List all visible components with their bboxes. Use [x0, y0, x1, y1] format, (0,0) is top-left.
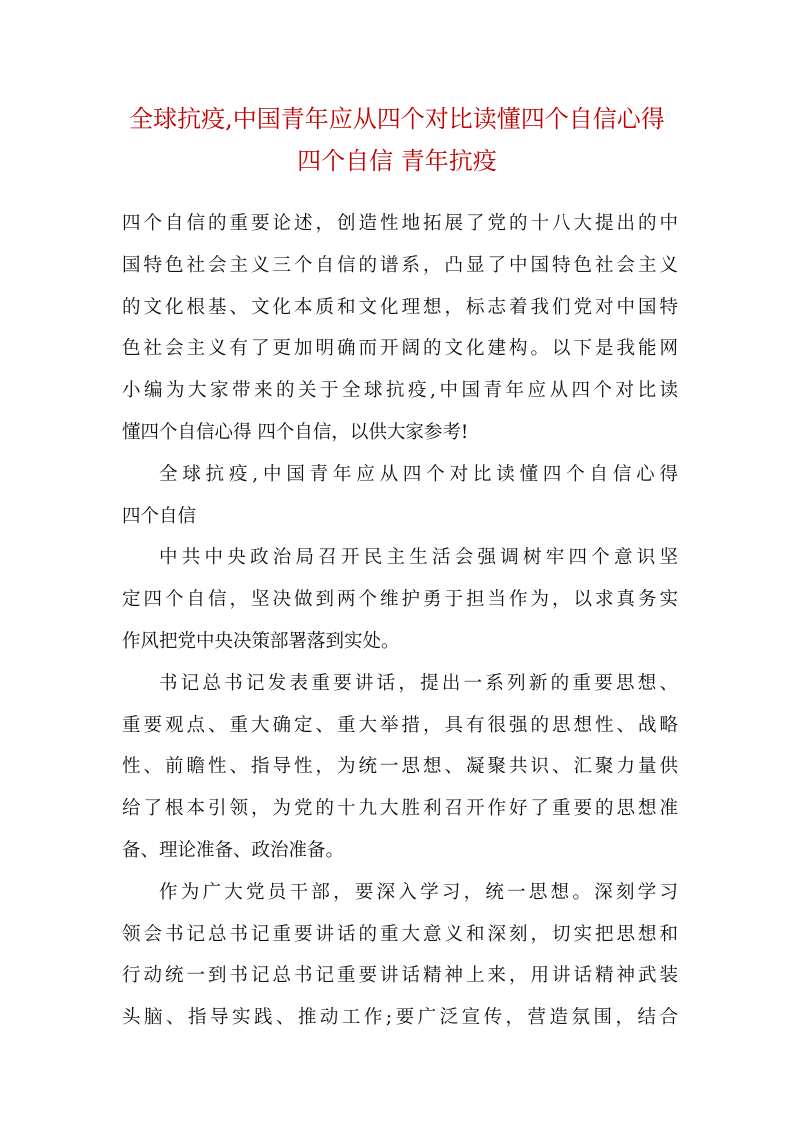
text-line: 给了根本引领，为党的十九大胜利召开作好了重要的思想准 — [122, 798, 678, 820]
document-title-line-2: 四个自信 青年抗疫 — [297, 147, 497, 175]
text-line: 领会书记总书记重要讲话的重大意义和深刻，切实把思想和 — [122, 923, 678, 945]
paragraph — [122, 203, 678, 454]
text-line: 行动统一到书记总书记重要讲话精神上来，用讲话精神武装 — [122, 965, 678, 987]
text-line: 作为广大党员干部，要深入学习，统一思想。深刻学习 — [159, 881, 678, 903]
text-line: 定四个自信，坚决做到两个维护勇于担当作为，以求真务实 — [122, 589, 678, 611]
text-line: 备、理论准备、政治准备。 — [122, 839, 345, 861]
document-title-line-1: 全球抗疫,中国青年应从四个对比读懂四个自信心得 — [129, 105, 665, 133]
document-body — [122, 203, 678, 1039]
paragraph — [122, 663, 678, 872]
text-line: 全球抗疫,中国青年应从四个对比读懂四个自信心得 — [159, 463, 678, 485]
paragraph — [122, 537, 678, 662]
text-line: 的文化根基、文化本质和文化理想，标志着我们党对中国特 — [122, 296, 678, 318]
text-line: 重要观点、重大确定、重大举措，具有很强的思想性、战略 — [122, 714, 678, 736]
text-line: 小编为大家带来的关于全球抗疫,中国青年应从四个对比读 — [122, 380, 678, 402]
text-line: 书记总书记发表重要讲话，提出一系列新的重要思想、 — [159, 672, 678, 694]
text-line: 性、前瞻性、指导性，为统一思想、凝聚共识、汇聚力量供 — [122, 756, 678, 778]
text-line: 四个自信的重要论述，创造性地拓展了党的十八大提出的中 — [122, 213, 678, 234]
text-line: 国特色社会主义三个自信的谱系，凸显了中国特色社会主义 — [122, 254, 678, 276]
text-line: 中共中央政治局召开民主生活会强调树牢四个意识坚 — [159, 547, 678, 569]
text-line: 色社会主义有了更加明确而开阔的文化建构。以下是我能网 — [122, 338, 678, 360]
text-line: 头脑、指导实践、推动工作;要广泛宣传，营造氛围，结合 — [122, 1007, 678, 1029]
text-line: 懂四个自信心得 四个自信，以供大家参考! — [122, 421, 469, 443]
paragraph — [122, 872, 678, 1039]
text-line: 四个自信 — [122, 505, 197, 527]
paragraph — [122, 454, 678, 538]
text-line: 作风把党中央决策部署落到实处。 — [122, 630, 400, 652]
